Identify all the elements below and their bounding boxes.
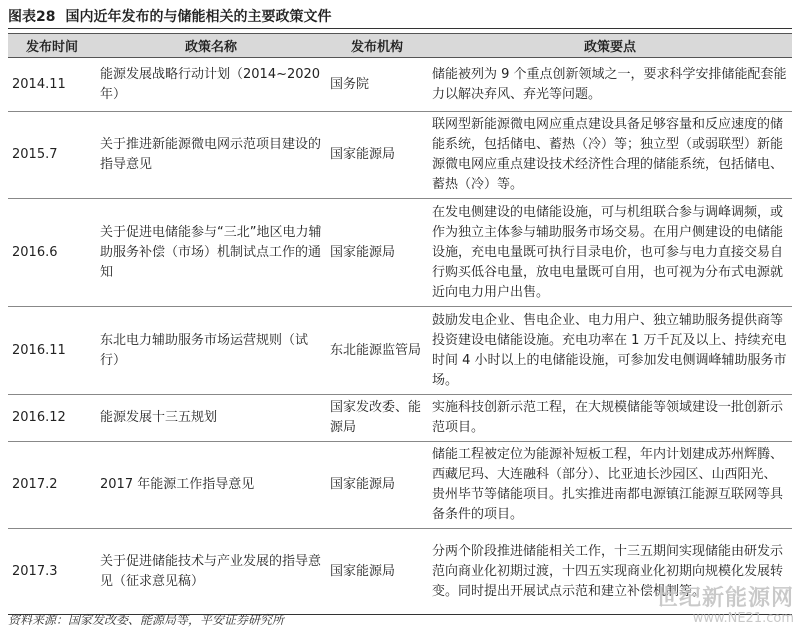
cell-points: 在发电侧建设的电储能设施，可与机组联合参与调峰调频，或作为独立主体参与辅助服务市场交易。在用户侧建设的电储能设施，充电电量既可执行目录电价，也可参与电力直接交易自行购买低谷电量，放电电量既可自用，也可视为分布式电源就近向电力用户出售。 (428, 199, 792, 307)
cell-points: 分两个阶段推进储能相关工作，十三五期间实现储能由研发示范向商业化初期过渡，十四五实现商业化初期向规模化发展转变。同时提出开展试点示范和建立补偿机制等。 (428, 529, 792, 615)
figure-title: 国内近年发布的与储能相关的主要政策文件 (65, 9, 332, 25)
cell-date: 2016.12 (8, 395, 96, 442)
cell-org: 国家能源局 (326, 529, 428, 615)
cell-policy-name: 关于促进储能技术与产业发展的指导意见（征求意见稿） (96, 529, 326, 615)
cell-date: 2016.11 (8, 307, 96, 395)
cell-policy-name: 关于促进电储能参与“三北”地区电力辅助服务补偿（市场）机制试点工作的通知 (96, 199, 326, 307)
table-header-row (8, 34, 792, 58)
cell-points: 储能工程被定位为能源补短板工程，年内计划建成苏州辉腾、西藏尼玛、大连融科（部分）、比亚迪长沙园区、山西阳光、贵州毕节等储能项目。扎实推进南都电源镇江能源互联网等具备条件的项目。 (428, 442, 792, 529)
policy-table (8, 33, 792, 615)
source-note: 资料来源：国家发改委、能源局等，平安证券研究所 (8, 613, 285, 627)
watermark-logo (656, 587, 794, 627)
figure-label: 图表28 (8, 9, 56, 25)
cell-policy-name: 能源发展战略行动计划（2014~2020年） (96, 58, 326, 112)
table-row (8, 112, 792, 199)
cell-policy-name: 关于推进新能源微电网示范项目建设的指导意见 (96, 112, 326, 199)
cell-policy-name: 能源发展十三五规划 (96, 395, 326, 442)
header-org: 发布机构 (326, 34, 428, 58)
cell-org: 国务院 (326, 58, 428, 112)
cell-date: 2017.2 (8, 442, 96, 529)
cell-date: 2016.6 (8, 199, 96, 307)
header-date: 发布时间 (8, 34, 96, 58)
figure-title-bar (8, 4, 792, 29)
table-row (8, 395, 792, 442)
cell-policy-name: 2017 年能源工作指导意见 (96, 442, 326, 529)
header-points: 政策要点 (428, 34, 792, 58)
cell-org: 东北能源监管局 (326, 307, 428, 395)
cell-org: 国家能源局 (326, 112, 428, 199)
cell-points: 实施科技创新示范工程，在大规模储能等领域建设一批创新示范项目。 (428, 395, 792, 442)
cell-date: 2017.3 (8, 529, 96, 615)
cell-org: 国家发改委、能源局 (326, 395, 428, 442)
table-row (8, 307, 792, 395)
cell-org: 国家能源局 (326, 442, 428, 529)
watermark-url: www.NE21.com (692, 611, 794, 626)
cell-points: 鼓励发电企业、售电企业、电力用户、独立辅助服务提供商等投资建设电储能设施。充电功率在 1 万千瓦及以上、持续充电时间 4 小时以上的电储能设施，可参加发电侧调峰辅助服务市场。 (428, 307, 792, 395)
table-row (8, 58, 792, 112)
cell-points: 储能被列为 9 个重点创新领域之一，要求科学安排储能配套能力以解决弃风、弃光等问题。 (428, 58, 792, 112)
cell-date: 2015.7 (8, 112, 96, 199)
table-row (8, 199, 792, 307)
cell-date: 2014.11 (8, 58, 96, 112)
watermark-brand: 世纪新能源网 (655, 586, 794, 611)
cell-org: 国家能源局 (326, 199, 428, 307)
table-row (8, 442, 792, 529)
cell-points: 联网型新能源微电网应重点建设具备足够容量和反应速度的储能系统，包括储电、蓄热（冷）等；独立型（或弱联型）新能源微电网应重点建设技术经济性合理的储能系统，包括储电、蓄热（冷）等。 (428, 112, 792, 199)
header-name: 政策名称 (96, 34, 326, 58)
cell-policy-name: 东北电力辅助服务市场运营规则（试行） (96, 307, 326, 395)
